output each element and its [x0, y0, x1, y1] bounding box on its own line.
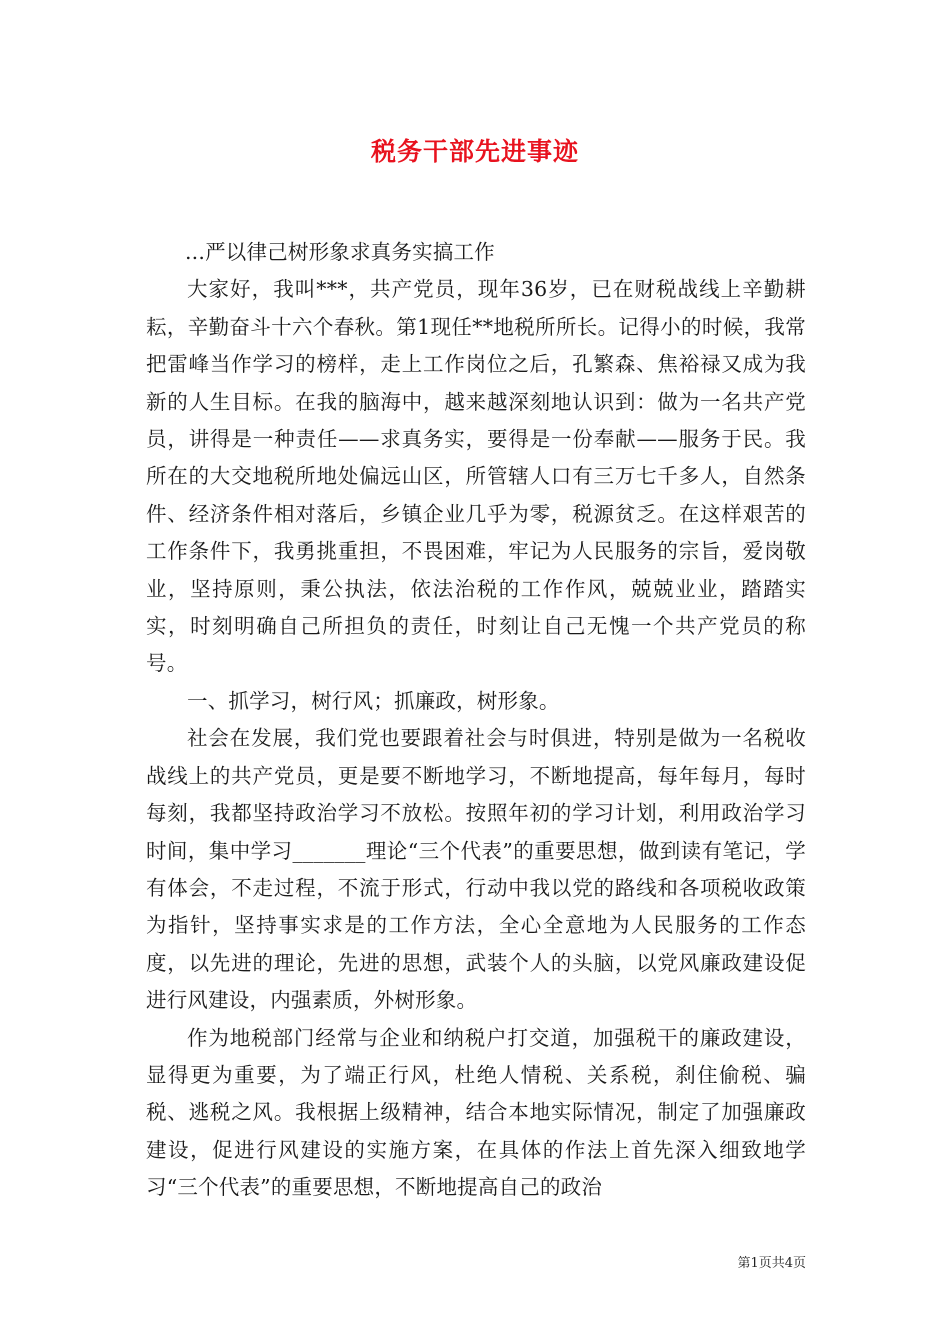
- section-heading-1: 一、抓学习，树行风；抓廉政，树形象。: [187, 688, 560, 713]
- document-body: [146, 234, 806, 1207]
- document-title: 税务干部先进事迹: [370, 137, 579, 166]
- paragraph-study: 社会在发展，我们党也要跟着社会与时俱进，特别是做为一名税收战线上的共产党员，更是要不断地学习，不断地提高，每年每月，每时每刻，我都坚持政治学习不放松。按照年初的学习计划，利用政治学习时间，集中学习_______理论“三个代表”的重要思想，做到读有笔记，学有体会，不走过程，不流于形式，行动中我以党的路线和各项税收政策为指针，坚持事实求是的工作方法，全心全意地为人民服务的工作态度，以先进的理论，先进的思想，武装个人的头脑，以党风廉政建设促进行风建设，内强素质，外树形象。: [146, 726, 806, 1013]
- paragraph-intro: 大家好，我叫***，共产党员，现年36岁，已在财税战线上辛勤耕耘，辛勤奋斗十六个春秋。第1现任**地税所所长。记得小的时候，我常把雷峰当作学习的榜样，走上工作岗位之后，孔繁森、焦裕禄又成为我新的人生目标。在我的脑海中，越来越深刻地认识到：做为一名共产党员，讲得是一种责任——求真务实，要得是一份奉献——服务于民。我所在的大交地税所地处偏远山区，所管辖人口有三万七千多人，自然条件、经济条件相对落后，乡镇企业几乎为零，税源贫乏。在这样艰苦的工作条件下，我勇挑重担，不畏困难，牢记为人民服务的宗旨，爱岗敬业，坚持原则，秉公执法，依法治税的工作作风，兢兢业业，踏踏实实，时刻明确自己所担负的责任，时刻让自己无愧一个共产党员的称号。: [146, 277, 806, 676]
- paragraph-integrity: 作为地税部门经常与企业和纳税户打交道，加强税干的廉政建设，显得更为重要，为了端正行风，杜绝人情税、关系税，刹住偷税、骗税、逃税之风。我根据上级精神，结合本地实际情况，制定了加强廉政建设，促进行风建设的实施方案，在具体的作法上首先深入细致地学习“三个代表”的重要思想，不断地提高自己的政治: [146, 1025, 806, 1200]
- page-number: 第1页共4页: [737, 1256, 806, 1271]
- document-subtitle: ...严以律己树形象求真务实搞工作: [184, 240, 495, 264]
